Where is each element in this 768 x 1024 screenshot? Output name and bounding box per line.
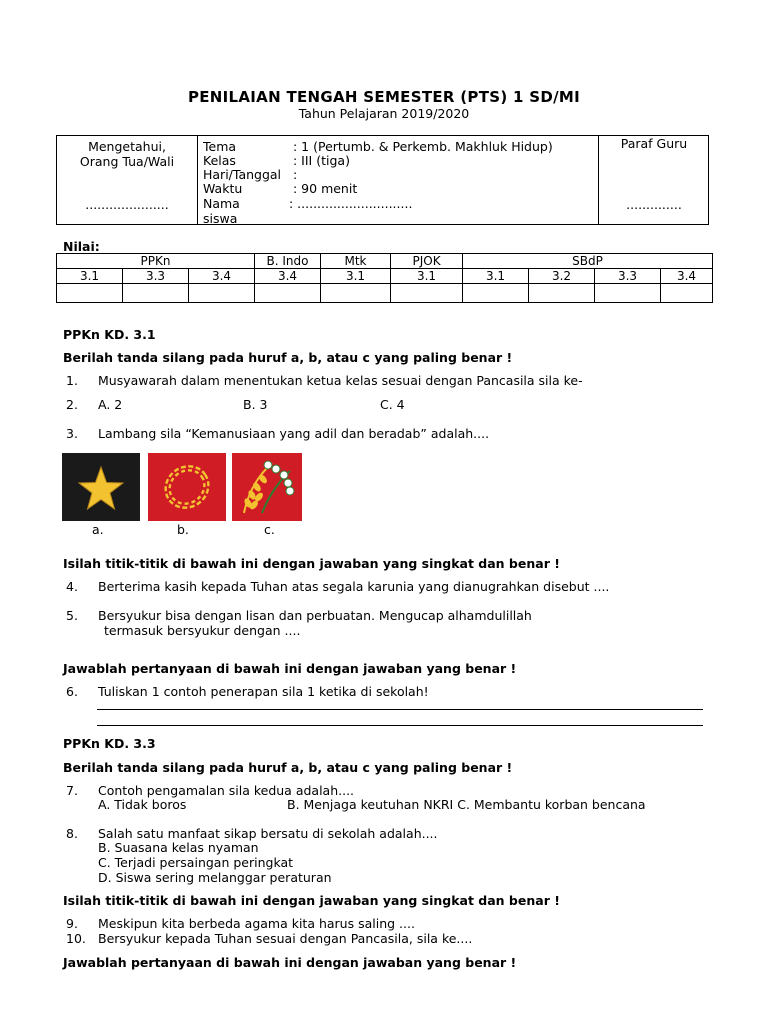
chain-icon[interactable] (148, 453, 226, 521)
question-number: 4. (66, 579, 78, 594)
subject-header: SBdP (463, 254, 713, 269)
score-cell[interactable] (391, 284, 463, 303)
option-b[interactable]: B. 3 (243, 397, 268, 412)
instruction-multiple-choice: Berilah tanda silang pada huruf a, b, atau c yang paling benar ! (63, 760, 513, 775)
option-c[interactable]: C. 4 (380, 397, 405, 412)
symbol-label-a: a. (92, 522, 104, 537)
symbol-label-b: b. (177, 522, 189, 537)
info-value: : 90 menit (293, 181, 358, 196)
kd-code: 3.4 (661, 269, 713, 284)
page-title: PENILAIAN TENGAH SEMESTER (PTS) 1 SD/MI (187, 88, 581, 106)
symbol-label-c: c. (264, 522, 275, 537)
kd-code: 3.1 (321, 269, 391, 284)
question-1: Musyawarah dalam menentukan ketua kelas sesuai dengan Pancasila sila ke- (98, 373, 583, 388)
option-a[interactable]: A. 2 (98, 397, 123, 412)
question-number: 5. (66, 608, 78, 623)
kd-code: 3.1 (57, 269, 123, 284)
parent-role-label: Orang Tua/Wali (79, 154, 175, 169)
question-number: 9. (66, 916, 78, 931)
question-number: 2. (66, 397, 78, 412)
school-year: Tahun Pelajaran 2019/2020 (298, 106, 470, 121)
question-number: 1. (66, 373, 78, 388)
kd-code: 3.3 (595, 269, 661, 284)
option-c[interactable]: C. Terjadi persaingan peringkat (98, 855, 294, 870)
question-number: 10. (66, 931, 86, 946)
score-cell[interactable] (463, 284, 529, 303)
instruction-short-answer: Isilah titik-titik di bawah ini dengan jawaban yang singkat dan benar ! (63, 893, 560, 908)
score-cell[interactable] (321, 284, 391, 303)
option-d[interactable]: D. Siswa sering melanggar peraturan (98, 870, 332, 885)
info-key: Nama siswa (203, 196, 240, 226)
info-key: Hari/Tanggal (203, 167, 282, 182)
answer-line[interactable] (97, 725, 703, 726)
score-cell[interactable] (123, 284, 189, 303)
subject-header: PJOK (391, 254, 463, 269)
score-cell[interactable] (255, 284, 321, 303)
score-cell[interactable] (189, 284, 255, 303)
question-3: Lambang sila “Kemanusiaan yang adil dan beradab” adalah.... (98, 426, 490, 441)
question-number: 7. (66, 783, 78, 798)
question-7: Contoh pengamalan sila kedua adalah.... (98, 783, 355, 798)
question-8: Salah satu manfaat sikap bersatu di sekolah adalah.... (98, 826, 438, 841)
option-b[interactable]: B. Suasana kelas nyaman (98, 840, 259, 855)
section-title-kd31: PPKn KD. 3.1 (63, 327, 156, 342)
question-5-line2: termasuk bersyukur dengan .... (104, 623, 301, 638)
star-icon[interactable] (62, 453, 140, 521)
parent-signature-dots: ..................... (85, 197, 169, 212)
answer-line[interactable] (97, 709, 703, 710)
score-cell[interactable] (595, 284, 661, 303)
rice-cotton-icon[interactable] (232, 453, 310, 521)
instruction-multiple-choice: Berilah tanda silang pada huruf a, b, atau c yang paling benar ! (63, 350, 513, 365)
subject-header: B. Indo (255, 254, 321, 269)
score-label: Nilai: (63, 239, 100, 254)
info-key: Kelas (203, 153, 236, 168)
kd-code: 3.4 (189, 269, 255, 284)
subject-header: PPKn (57, 254, 255, 269)
kd-code: 3.1 (391, 269, 463, 284)
info-value: : III (tiga) (293, 153, 350, 168)
subject-header: Mtk (321, 254, 391, 269)
info-key: Waktu (203, 181, 243, 196)
instruction-essay: Jawablah pertanyaan di bawah ini dengan jawaban yang benar ! (63, 955, 517, 970)
info-value: : 1 (Pertumb. & Perkemb. Makhluk Hidup) (293, 139, 553, 154)
teacher-signature-dots: .............. (626, 197, 682, 212)
question-10: Bersyukur kepada Tuhan sesuai dengan Pancasila, sila ke.... (98, 931, 473, 946)
question-number: 8. (66, 826, 78, 841)
info-box (56, 135, 709, 225)
teacher-sign-label: Paraf Guru (620, 136, 688, 151)
option-b-c[interactable]: B. Menjaga keutuhan NKRI C. Membantu korban bencana (287, 797, 646, 812)
score-cell[interactable] (57, 284, 123, 303)
option-a[interactable]: A. Tidak boros (98, 797, 187, 812)
parent-label: Mengetahui, (88, 139, 166, 154)
kd-code: 3.3 (123, 269, 189, 284)
kd-code: 3.4 (255, 269, 321, 284)
question-5-line1: Bersyukur bisa dengan lisan dan perbuatan. Mengucap alhamdulillah (98, 608, 532, 623)
info-value: : (293, 167, 298, 182)
score-table (56, 253, 713, 303)
score-cell[interactable] (661, 284, 713, 303)
info-key: Tema (203, 139, 237, 154)
kd-code: 3.1 (463, 269, 529, 284)
question-9: Meskipun kita berbeda agama kita harus saling .... (98, 916, 415, 931)
info-value: : ............................. (289, 196, 413, 211)
score-cell[interactable] (529, 284, 595, 303)
section-title-kd33: PPKn KD. 3.3 (63, 736, 156, 751)
kd-code: 3.2 (529, 269, 595, 284)
instruction-essay: Jawablah pertanyaan di bawah ini dengan jawaban yang benar ! (63, 661, 517, 676)
instruction-short-answer: Isilah titik-titik di bawah ini dengan jawaban yang singkat dan benar ! (63, 556, 560, 571)
question-number: 6. (66, 684, 78, 699)
question-4: Berterima kasih kepada Tuhan atas segala karunia yang dianugrahkan disebut .... (98, 579, 610, 594)
question-number: 3. (66, 426, 78, 441)
question-6: Tuliskan 1 contoh penerapan sila 1 ketika di sekolah! (98, 684, 429, 699)
